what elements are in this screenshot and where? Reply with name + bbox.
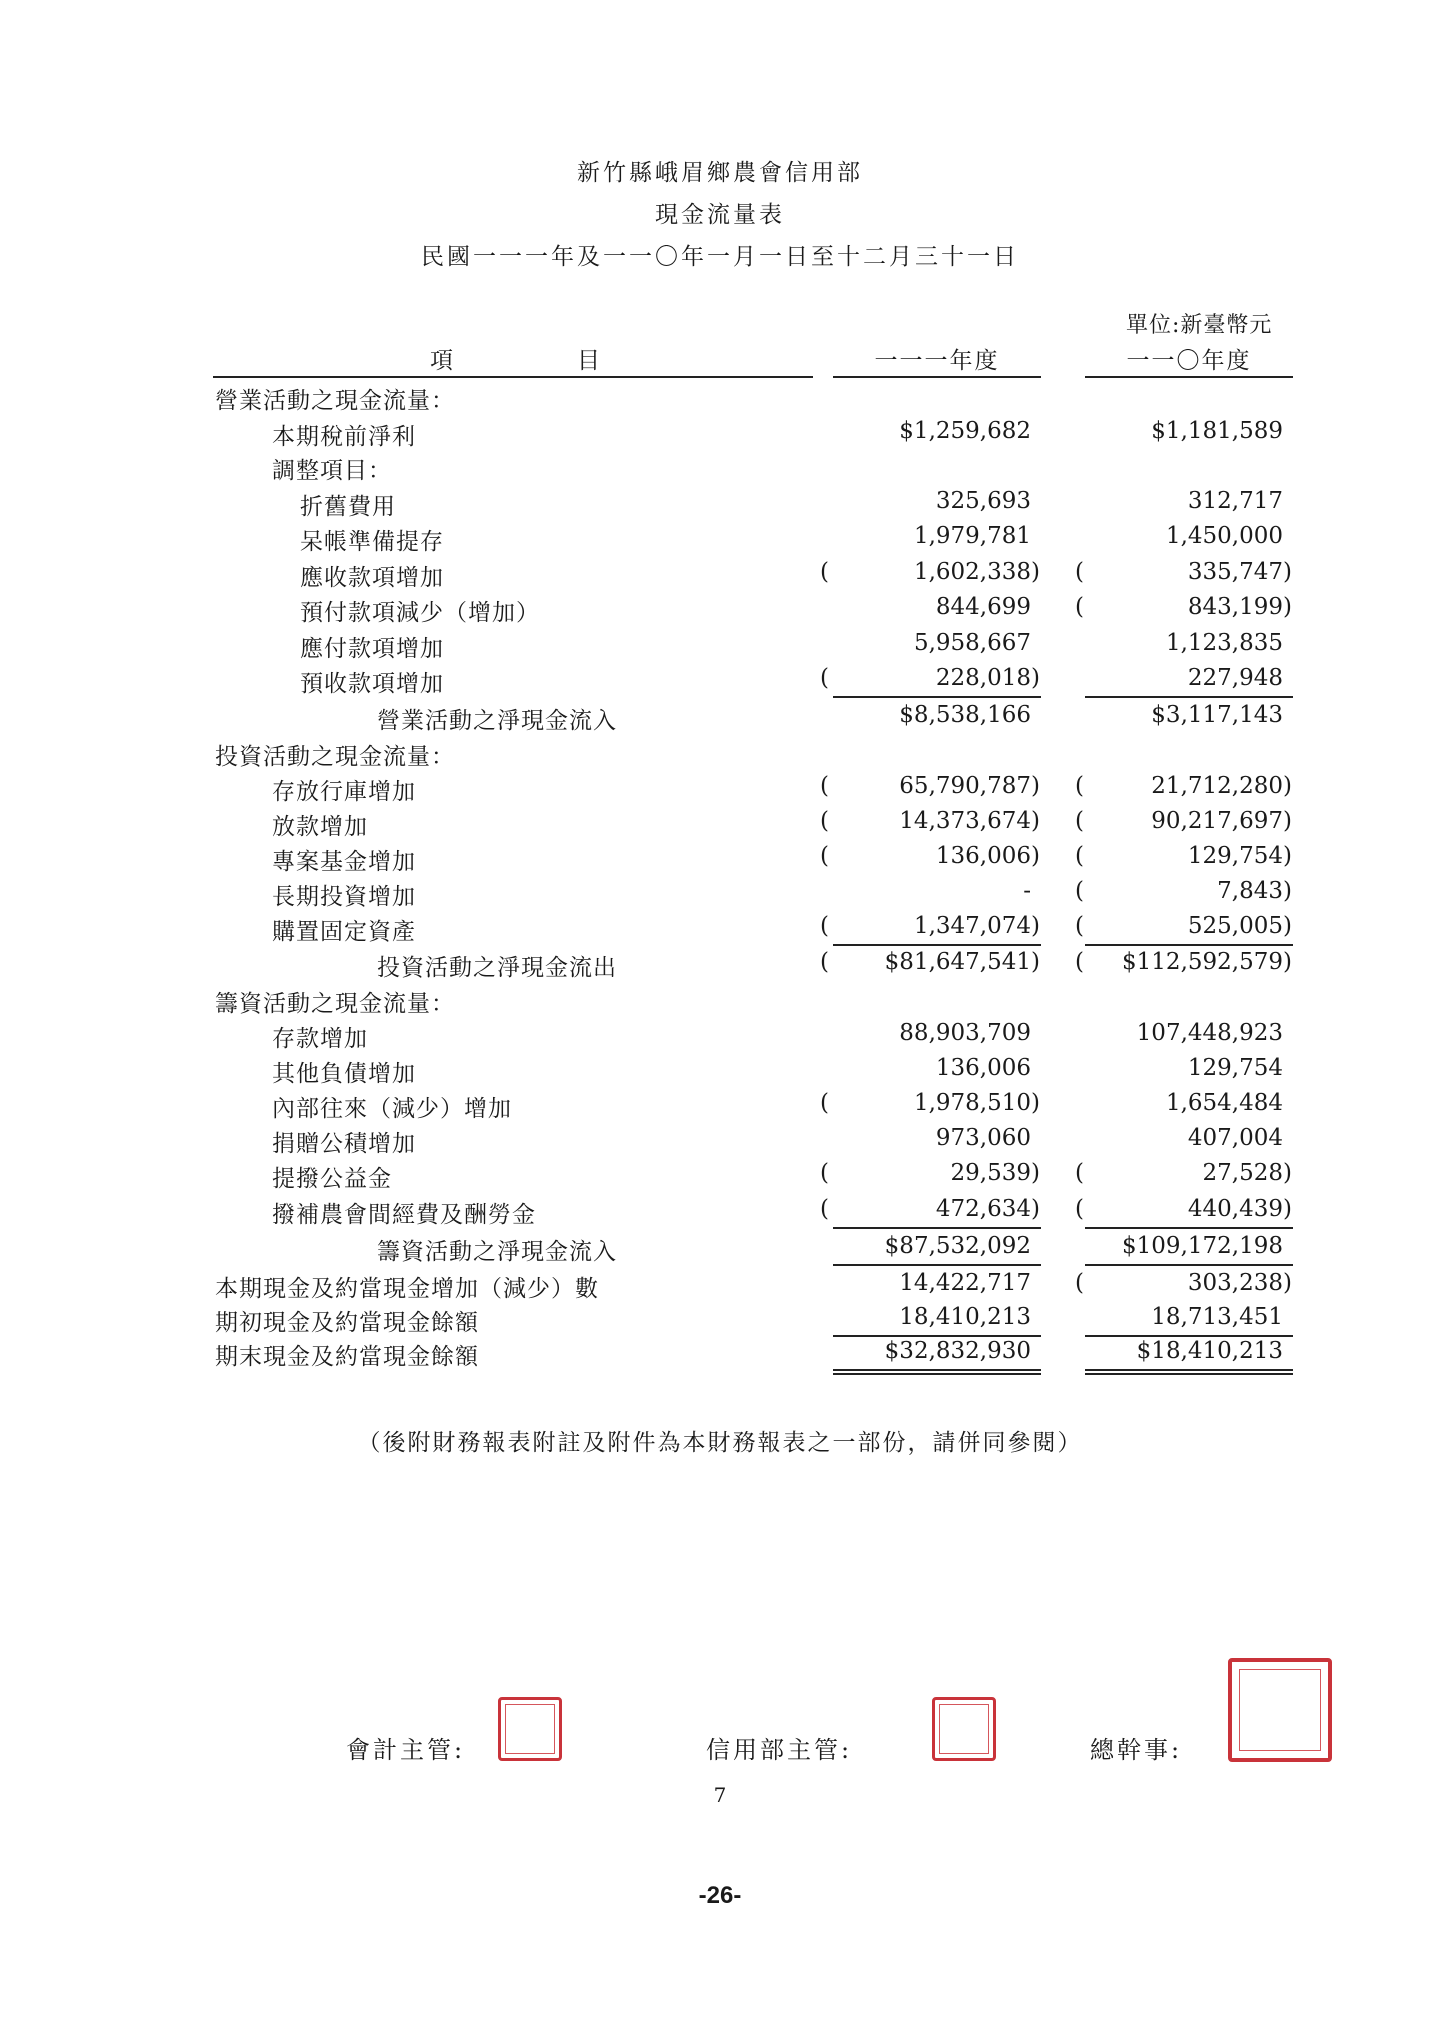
paren-open: (: [1075, 1160, 1084, 1186]
paren-close: ): [1283, 1160, 1292, 1186]
value-110-text: 525,005: [1187, 913, 1283, 939]
value-110: [1085, 773, 1293, 799]
page-number-small: 7: [713, 1783, 727, 1807]
row-label: 營業活動之現金流量：: [215, 388, 455, 414]
table-row: [0, 1090, 1440, 1124]
row-label: 內部往來（減少）增加: [272, 1096, 512, 1122]
value-111: [833, 523, 1041, 549]
value-111-text: 472,634: [935, 1196, 1031, 1222]
paren-close: ): [1031, 773, 1040, 799]
value-111-text: $32,832,930: [884, 1338, 1031, 1364]
value-110-text: $109,172,198: [1122, 1233, 1283, 1259]
value-111: [833, 488, 1041, 514]
value-110-text: 335,747: [1187, 559, 1283, 585]
value-111-text: 1,347,074: [913, 913, 1031, 939]
value-111-text: 973,060: [935, 1125, 1031, 1151]
table-row: [0, 773, 1440, 807]
value-111: [833, 843, 1041, 869]
row-label: 呆帳準備提存: [300, 529, 444, 555]
row-label: 投資活動之現金流量：: [215, 744, 455, 770]
value-110-text: 129,754: [1187, 1055, 1283, 1081]
row-label: 本期現金及約當現金增加（減少）數: [215, 1276, 599, 1302]
paren-close: ): [1283, 559, 1292, 585]
total-double-rule: [833, 1373, 1041, 1375]
value-111-text: 14,373,674: [899, 808, 1031, 834]
signature-general-label: 總幹事:: [1090, 1736, 1183, 1764]
row-label: 期初現金及約當現金餘額: [215, 1310, 479, 1336]
table-row: [0, 594, 1440, 628]
value-110-text: 18,713,451: [1151, 1304, 1283, 1330]
statement-period: 民國一一一年及一一〇年一月一日至十二月三十一日: [421, 244, 1019, 270]
value-110-text: 27,528: [1202, 1160, 1283, 1186]
currency-unit: 單位:新臺幣元: [1126, 313, 1273, 338]
paren-open: (: [1075, 878, 1084, 904]
value-110: [1085, 1196, 1293, 1222]
row-label: 調整項目：: [272, 458, 392, 484]
value-110: [1085, 488, 1293, 514]
paren-open: (: [820, 773, 829, 799]
paren-close: ): [1283, 878, 1292, 904]
row-label: 籌資活動之淨現金流入: [377, 1239, 617, 1265]
value-111: [833, 1196, 1041, 1222]
paren-close: ): [1283, 808, 1292, 834]
paren-open: (: [1075, 559, 1084, 585]
stamp-credit: [932, 1697, 996, 1761]
row-label: 存放行庫增加: [272, 779, 416, 805]
value-110-text: 21,712,280: [1151, 773, 1283, 799]
header-rule-111: [833, 376, 1041, 378]
row-label: 購置固定資產: [272, 919, 416, 945]
value-110: [1085, 913, 1293, 939]
subtotal-rule: [1085, 696, 1293, 698]
value-111: [833, 1233, 1041, 1259]
table-row: [0, 1020, 1440, 1054]
value-111: [833, 1090, 1041, 1116]
value-110: [1085, 1233, 1293, 1259]
column-header-111: 一一一年度: [874, 348, 1000, 374]
row-label: 營業活動之淨現金流入: [377, 708, 617, 734]
value-111-text: $81,647,541: [884, 949, 1031, 975]
paren-close: ): [1031, 1160, 1040, 1186]
total-double-rule: [1085, 1373, 1293, 1375]
value-111-text: 14,422,717: [899, 1270, 1031, 1296]
org-name: 新竹縣峨眉鄉農會信用部: [577, 160, 863, 186]
paren-open: (: [1075, 773, 1084, 799]
value-111: [833, 773, 1041, 799]
paren-close: ): [1283, 913, 1292, 939]
value-110: [1085, 843, 1293, 869]
value-111-text: 65,790,787: [899, 773, 1031, 799]
value-111-text: 136,006: [935, 843, 1031, 869]
table-row: [0, 418, 1440, 452]
paren-close: ): [1031, 559, 1040, 585]
value-111-text: 228,018: [935, 665, 1031, 691]
value-110: [1085, 523, 1293, 549]
subtotal-rule: [1085, 1264, 1293, 1266]
row-label: 撥補農會間經費及酬勞金: [272, 1202, 536, 1228]
value-110: [1085, 1304, 1293, 1330]
value-111: [833, 949, 1041, 975]
table-row: [0, 665, 1440, 699]
value-110-text: $1,181,589: [1151, 418, 1283, 444]
row-label: 其他負債增加: [272, 1061, 416, 1087]
value-110-text: 1,123,835: [1165, 630, 1283, 656]
value-110: [1085, 808, 1293, 834]
value-111: [833, 1160, 1041, 1186]
paren-close: ): [1031, 1196, 1040, 1222]
row-label: 長期投資增加: [272, 884, 416, 910]
value-111-text: 1,979,781: [913, 523, 1031, 549]
row-label: 放款增加: [272, 814, 368, 840]
subtotal-rule: [1085, 1335, 1293, 1337]
value-111: [833, 665, 1041, 691]
value-110-text: $18,410,213: [1136, 1338, 1283, 1364]
subtotal-rule: [833, 1335, 1041, 1337]
row-label: 應付款項增加: [300, 636, 444, 662]
value-111: [833, 913, 1041, 939]
signature-credit-label: 信用部主管:: [706, 1736, 853, 1764]
row-label: 預付款項減少（增加）: [300, 600, 540, 626]
paren-open: (: [820, 1160, 829, 1186]
value-110: [1085, 665, 1293, 691]
table-row: [0, 1125, 1440, 1159]
value-110: [1085, 1055, 1293, 1081]
value-110-text: $112,592,579: [1122, 949, 1283, 975]
table-row: [0, 702, 1440, 736]
statement-title: 現金流量表: [655, 202, 785, 228]
signature-accounting-label: 會計主管:: [346, 1736, 466, 1764]
value-110-text: 407,004: [1187, 1125, 1283, 1151]
table-row: [0, 878, 1440, 912]
table-row: [0, 452, 1440, 486]
value-110: [1085, 1270, 1293, 1296]
row-label: 提撥公益金: [272, 1166, 392, 1192]
paren-close: ): [1031, 665, 1040, 691]
table-row: [0, 985, 1440, 1019]
paren-open: (: [820, 913, 829, 939]
value-110: [1085, 949, 1293, 975]
paren-open: (: [820, 1090, 829, 1116]
row-label: 籌資活動之現金流量：: [215, 991, 455, 1017]
value-111: [833, 1270, 1041, 1296]
row-label: 捐贈公積增加: [272, 1131, 416, 1157]
value-110-text: 1,450,000: [1165, 523, 1283, 549]
value-110: [1085, 630, 1293, 656]
paren-open: (: [820, 1196, 829, 1222]
value-110-text: 129,754: [1187, 843, 1283, 869]
value-110-text: 312,717: [1187, 488, 1283, 514]
stamp-general-manager: [1228, 1658, 1332, 1762]
subtotal-rule: [833, 696, 1041, 698]
value-111: [833, 878, 1041, 904]
table-row: [0, 843, 1440, 877]
paren-open: (: [820, 949, 829, 975]
value-111: [833, 808, 1041, 834]
value-111-text: 844,699: [935, 594, 1031, 620]
column-header-item: 項目: [430, 348, 724, 374]
value-111-text: 136,006: [935, 1055, 1031, 1081]
value-111: [833, 1338, 1041, 1364]
paren-open: (: [1075, 594, 1084, 620]
value-110: [1085, 559, 1293, 585]
value-111-text: 5,958,667: [913, 630, 1031, 656]
paren-open: (: [1075, 949, 1084, 975]
paren-close: ): [1283, 949, 1292, 975]
footnote: （後附財務報表附註及附件為本財務報表之一部份，請併同參閱）: [357, 1430, 1083, 1456]
value-111-text: $1,259,682: [899, 418, 1031, 444]
value-111: [833, 1020, 1041, 1046]
subtotal-rule: [1085, 944, 1293, 946]
row-label: 投資活動之淨現金流出: [377, 955, 617, 981]
table-row: [0, 1055, 1440, 1089]
row-label: 應收款項增加: [300, 565, 444, 591]
value-111-text: $8,538,166: [899, 702, 1031, 728]
value-110: [1085, 418, 1293, 444]
paren-open: (: [820, 808, 829, 834]
value-111: [833, 1304, 1041, 1330]
table-row: [0, 913, 1440, 947]
row-label: 期末現金及約當現金餘額: [215, 1344, 479, 1370]
header-rule-110: [1085, 376, 1293, 378]
paren-close: ): [1031, 843, 1040, 869]
value-111-text: -: [1023, 878, 1031, 904]
paren-open: (: [1075, 913, 1084, 939]
value-111: [833, 702, 1041, 728]
value-110-text: 303,238: [1187, 1270, 1283, 1296]
value-110: [1085, 1338, 1293, 1364]
row-label: 存款增加: [272, 1026, 368, 1052]
value-110-text: $3,117,143: [1151, 702, 1283, 728]
paren-close: ): [1283, 843, 1292, 869]
value-110-text: 440,439: [1187, 1196, 1283, 1222]
paren-close: ): [1031, 949, 1040, 975]
table-row: [0, 1270, 1440, 1304]
paren-close: ): [1283, 1196, 1292, 1222]
subtotal-rule: [833, 944, 1041, 946]
value-110-text: 843,199: [1187, 594, 1283, 620]
paren-close: ): [1283, 594, 1292, 620]
table-row: [0, 523, 1440, 557]
row-label: 本期稅前淨利: [272, 424, 416, 450]
value-111-text: 88,903,709: [899, 1020, 1031, 1046]
table-row: [0, 1304, 1440, 1338]
paren-close: ): [1031, 1090, 1040, 1116]
subtotal-rule: [833, 1264, 1041, 1266]
value-110: [1085, 594, 1293, 620]
header-rule-item: [213, 376, 813, 378]
value-111: [833, 559, 1041, 585]
value-111-text: 29,539: [950, 1160, 1031, 1186]
value-111: [833, 594, 1041, 620]
paren-open: (: [820, 665, 829, 691]
value-110-text: 7,843: [1217, 878, 1283, 904]
value-111: [833, 1125, 1041, 1151]
paren-open: (: [1075, 843, 1084, 869]
value-110-text: 1,654,484: [1165, 1090, 1283, 1116]
total-double-rule: [833, 1369, 1041, 1371]
paren-close: ): [1031, 808, 1040, 834]
page-number: -26-: [698, 1882, 742, 1909]
value-110: [1085, 1020, 1293, 1046]
paren-close: ): [1031, 913, 1040, 939]
total-double-rule: [1085, 1369, 1293, 1371]
value-110-text: 227,948: [1187, 665, 1283, 691]
table-row: [0, 1338, 1440, 1372]
row-label: 預收款項增加: [300, 671, 444, 697]
table-row: [0, 1233, 1440, 1267]
value-110-text: 107,448,923: [1136, 1020, 1283, 1046]
value-110: [1085, 1160, 1293, 1186]
value-111-text: 18,410,213: [899, 1304, 1031, 1330]
stamp-accounting: [498, 1697, 562, 1761]
row-label: 專案基金增加: [272, 849, 416, 875]
row-label: 折舊費用: [300, 494, 396, 520]
value-110: [1085, 878, 1293, 904]
table-row: [0, 738, 1440, 772]
paren-close: ): [1283, 773, 1292, 799]
value-111-text: 1,602,338: [913, 559, 1031, 585]
subtotal-rule: [833, 1227, 1041, 1229]
value-111-text: 325,693: [935, 488, 1031, 514]
table-row: [0, 630, 1440, 664]
paren-open: (: [820, 559, 829, 585]
table-row: [0, 1196, 1440, 1230]
table-row: [0, 559, 1440, 593]
value-110: [1085, 1090, 1293, 1116]
paren-close: ): [1283, 1270, 1292, 1296]
column-header-110: 一一〇年度: [1126, 348, 1252, 374]
paren-open: (: [1075, 808, 1084, 834]
value-111: [833, 418, 1041, 444]
table-row: [0, 949, 1440, 983]
subtotal-rule: [1085, 1227, 1293, 1229]
value-110: [1085, 1125, 1293, 1151]
table-row: [0, 488, 1440, 522]
value-111-text: 1,978,510: [913, 1090, 1031, 1116]
value-110: [1085, 702, 1293, 728]
paren-open: (: [1075, 1196, 1084, 1222]
paren-open: (: [820, 843, 829, 869]
table-row: [0, 382, 1440, 416]
table-row: [0, 1160, 1440, 1194]
value-111: [833, 1055, 1041, 1081]
table-row: [0, 808, 1440, 842]
paren-open: (: [1075, 1270, 1084, 1296]
value-110-text: 90,217,697: [1151, 808, 1283, 834]
value-111: [833, 630, 1041, 656]
value-111-text: $87,532,092: [884, 1233, 1031, 1259]
